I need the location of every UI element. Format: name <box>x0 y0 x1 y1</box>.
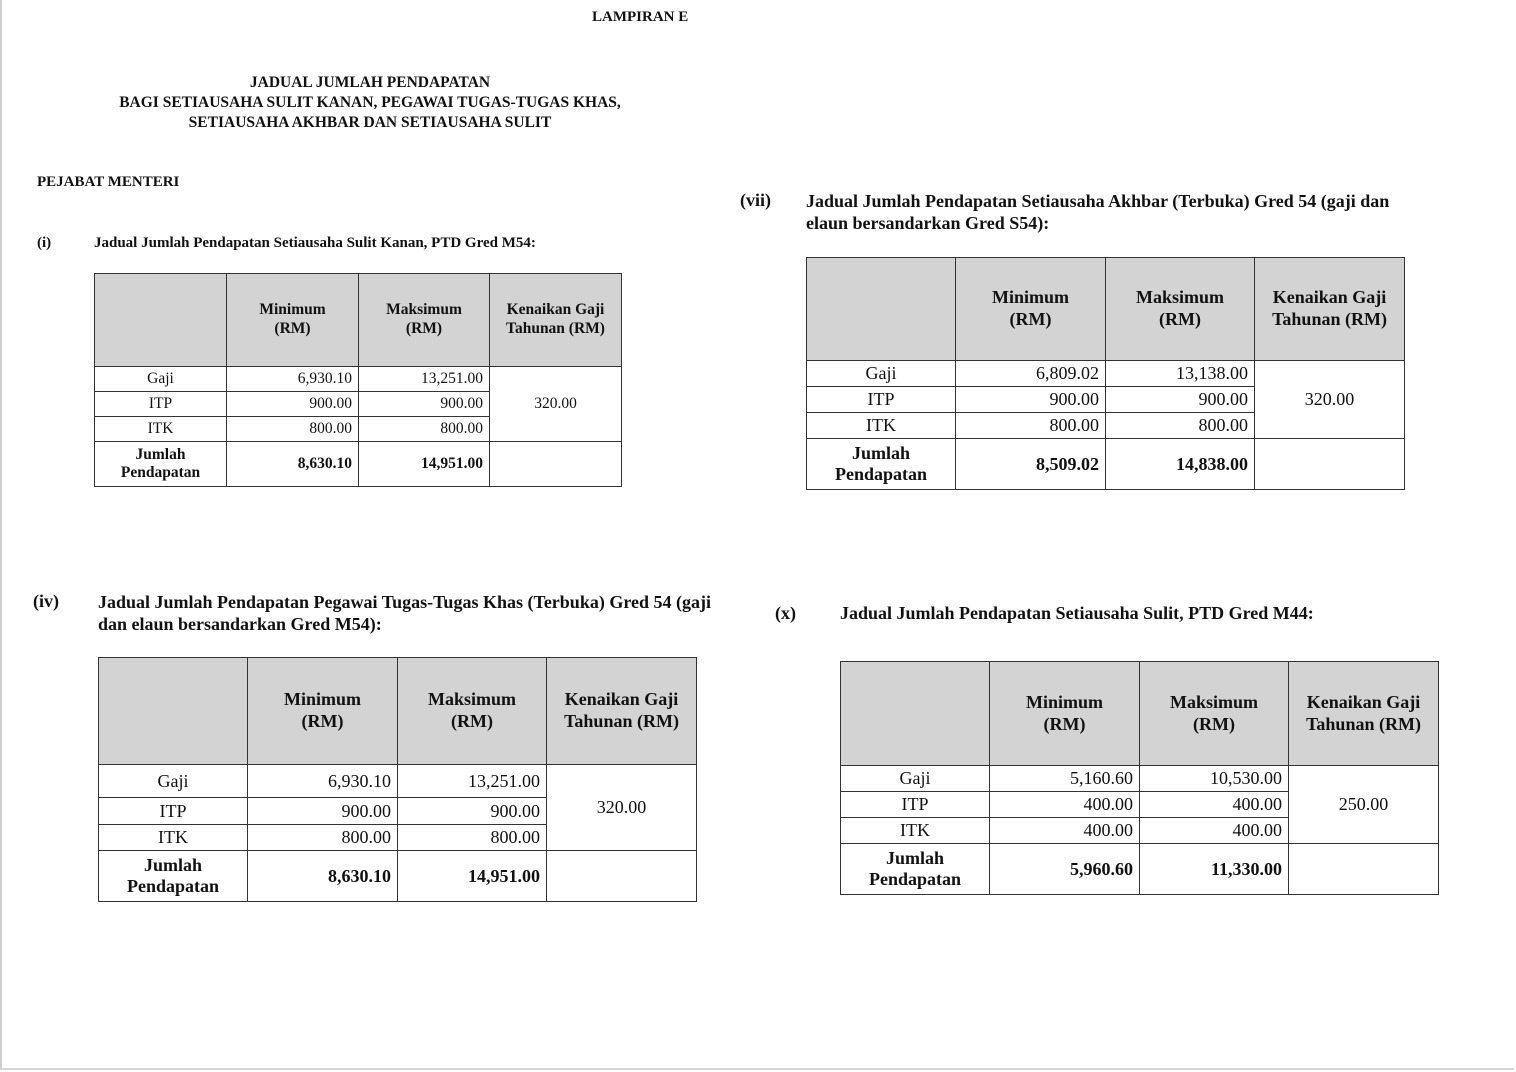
increment-header: Kenaikan Gaji Tahunan (RM) <box>547 658 697 765</box>
gaji-minimum: 6,930.10 <box>227 367 359 392</box>
itp-minimum: 900.00 <box>248 798 398 825</box>
title-line-2: BAGI SETIAUSAHA SULIT KANAN, PEGAWAI TUGAS-TUGAS KHAS, <box>119 94 621 111</box>
gaji-maximum: 13,251.00 <box>398 765 547 798</box>
section-vii-title-line-2: elaun bersandarkan Gred S54): <box>806 213 1050 233</box>
row-label-itp: ITP <box>99 798 248 825</box>
itk-maximum: 800.00 <box>1106 413 1255 439</box>
annual-increment: 320.00 <box>547 765 697 851</box>
increment-header: Kenaikan Gaji Tahunan (RM) <box>1255 258 1405 361</box>
section-iv-number: (iv) <box>33 591 59 611</box>
minimum-header: Minimum (RM) <box>956 258 1106 361</box>
itp-minimum: 900.00 <box>956 387 1106 413</box>
table-row-total <box>807 439 1405 490</box>
section-vii-title <box>806 190 1389 234</box>
row-label-gaji: Gaji <box>807 361 956 387</box>
itk-maximum: 800.00 <box>398 825 547 851</box>
section-x-number: (x) <box>775 603 796 623</box>
row-label-itp: ITP <box>841 792 990 818</box>
row-label-itk: ITK <box>807 413 956 439</box>
itp-maximum: 900.00 <box>398 798 547 825</box>
gaji-minimum: 6,809.02 <box>956 361 1106 387</box>
corner-cell <box>841 662 990 766</box>
increment-header: Kenaikan Gaji Tahunan (RM) <box>1289 662 1439 766</box>
salary-table-iv <box>98 657 697 902</box>
total-minimum: 8,630.10 <box>227 442 359 487</box>
table-header-row <box>99 658 697 765</box>
document-title <box>40 73 700 133</box>
itk-minimum: 800.00 <box>248 825 398 851</box>
corner-cell <box>807 258 956 361</box>
table-header-row <box>807 258 1405 361</box>
salary-table-vii <box>806 257 1405 490</box>
corner-cell <box>99 658 248 765</box>
table-row-total <box>841 844 1439 895</box>
annual-increment: 250.00 <box>1289 766 1439 844</box>
row-label-gaji: Gaji <box>99 765 248 798</box>
gaji-minimum: 5,160.60 <box>990 766 1140 792</box>
minimum-header: Minimum (RM) <box>248 658 398 765</box>
table-row-total <box>99 851 697 902</box>
maximum-header: Maksimum (RM) <box>1106 258 1255 361</box>
table-row-gaji <box>99 765 697 798</box>
section-i-number: (i) <box>37 235 52 251</box>
corner-cell <box>95 274 227 367</box>
salary-table-x <box>840 661 1439 895</box>
section-i-title: Jadual Jumlah Pendapatan Setiausaha Sulit Kanan, PTD Gred M54: <box>94 235 536 251</box>
annual-increment: 320.00 <box>490 367 622 442</box>
table-row-gaji <box>95 367 622 392</box>
table-header-row <box>841 662 1439 766</box>
row-label-gaji: Gaji <box>841 766 990 792</box>
maximum-header: Maksimum (RM) <box>1140 662 1289 766</box>
total-maximum: 14,951.00 <box>359 442 490 487</box>
table-header-row <box>95 274 622 367</box>
total-increment-empty <box>490 442 622 487</box>
total-maximum: 14,838.00 <box>1106 439 1255 490</box>
itk-minimum: 400.00 <box>990 818 1140 844</box>
itk-minimum: 800.00 <box>956 413 1106 439</box>
itk-minimum: 800.00 <box>227 417 359 442</box>
row-label-total: Jumlah Pendapatan <box>95 442 227 487</box>
section-iv-title-line-2: dan elaun bersandarkan Gred M54): <box>98 614 382 634</box>
maximum-header: Maksimum (RM) <box>359 274 490 367</box>
section-iv-title <box>98 591 727 635</box>
gaji-maximum: 13,251.00 <box>359 367 490 392</box>
increment-header: Kenaikan Gaji Tahunan (RM) <box>490 274 622 367</box>
itp-maximum: 900.00 <box>359 392 490 417</box>
total-minimum: 8,509.02 <box>956 439 1106 490</box>
total-increment-empty <box>1255 439 1405 490</box>
itk-maximum: 400.00 <box>1140 818 1289 844</box>
annual-increment: 320.00 <box>1255 361 1405 439</box>
lampiran-label: LAMPIRAN E <box>592 9 689 25</box>
row-label-itk: ITK <box>841 818 990 844</box>
table-row-gaji <box>807 361 1405 387</box>
table-row-gaji <box>841 766 1439 792</box>
row-label-total: Jumlah Pendapatan <box>807 439 956 490</box>
total-minimum: 5,960.60 <box>990 844 1140 895</box>
total-maximum: 11,330.00 <box>1140 844 1289 895</box>
office-heading: PEJABAT MENTERI <box>37 174 180 190</box>
gaji-maximum: 13,138.00 <box>1106 361 1255 387</box>
maximum-header: Maksimum (RM) <box>398 658 547 765</box>
section-x-title: Jadual Jumlah Pendapatan Setiausaha Sulit, PTD Gred M44: <box>840 603 1314 623</box>
gaji-minimum: 6,930.10 <box>248 765 398 798</box>
row-label-itk: ITK <box>95 417 227 442</box>
itp-minimum: 900.00 <box>227 392 359 417</box>
row-label-itp: ITP <box>807 387 956 413</box>
row-label-itk: ITK <box>99 825 248 851</box>
gaji-maximum: 10,530.00 <box>1140 766 1289 792</box>
total-increment-empty <box>547 851 697 902</box>
itk-maximum: 800.00 <box>359 417 490 442</box>
row-label-total: Jumlah Pendapatan <box>99 851 248 902</box>
section-vii-number: (vii) <box>740 190 771 210</box>
row-label-gaji: Gaji <box>95 367 227 392</box>
itp-maximum: 900.00 <box>1106 387 1255 413</box>
minimum-header: Minimum (RM) <box>227 274 359 367</box>
salary-table-i <box>94 273 622 487</box>
itp-maximum: 400.00 <box>1140 792 1289 818</box>
row-label-itp: ITP <box>95 392 227 417</box>
title-line-1: JADUAL JUMLAH PENDAPATAN <box>249 74 491 91</box>
section-iv-title-line-1: Jadual Jumlah Pendapatan Pegawai Tugas-Tugas Khas (Terbuka) Gred 54 (gaji <box>98 592 711 612</box>
total-minimum: 8,630.10 <box>248 851 398 902</box>
itp-minimum: 400.00 <box>990 792 1140 818</box>
minimum-header: Minimum (RM) <box>990 662 1140 766</box>
total-increment-empty <box>1289 844 1439 895</box>
row-label-total: Jumlah Pendapatan <box>841 844 990 895</box>
total-maximum: 14,951.00 <box>398 851 547 902</box>
title-line-3: SETIAUSAHA AKHBAR DAN SETIAUSAHA SULIT <box>188 114 552 131</box>
table-row-total <box>95 442 622 487</box>
section-vii-title-line-1: Jadual Jumlah Pendapatan Setiausaha Akhbar (Terbuka) Gred 54 (gaji dan <box>806 191 1390 211</box>
